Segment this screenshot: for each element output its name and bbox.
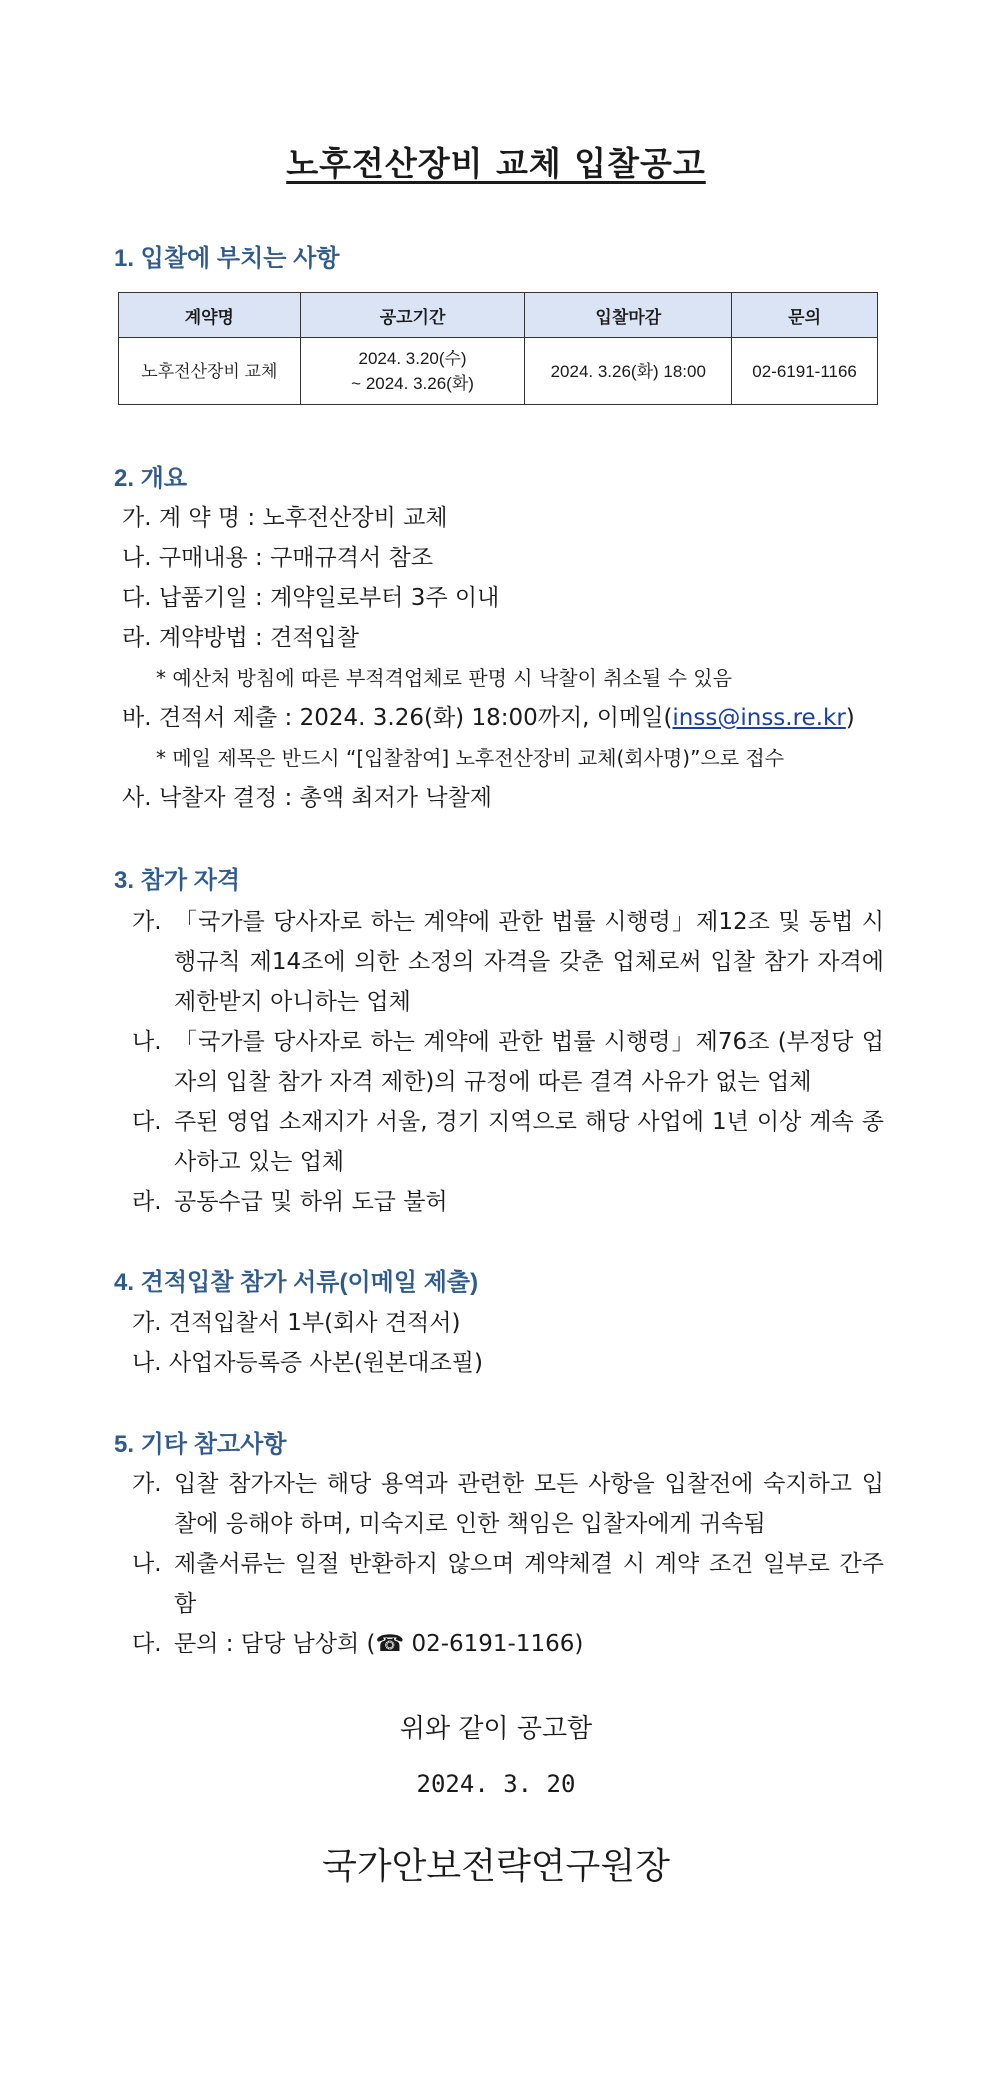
table-header-contact: 문의 xyxy=(732,293,878,338)
notice-date: 2024. 3. 20 xyxy=(416,1770,576,1798)
period-start: 2024. 3.20(수) xyxy=(358,349,467,368)
submission-close: ) xyxy=(845,705,855,731)
overview-delivery: 다. 납품기일 : 계약일로부터 3주 이내 xyxy=(122,585,500,611)
table-header-period: 공고기간 xyxy=(300,293,525,338)
item-marker: 나. xyxy=(132,1551,162,1577)
document-title: 노후전산장비 교체 입찰공고 xyxy=(286,144,706,183)
qualification-item xyxy=(132,1022,884,1102)
issuer-name: 국가안보전략연구원장 xyxy=(322,1846,670,1887)
item-marker: 가. xyxy=(132,1471,162,1497)
cell-deadline: 2024. 3.26(화) 18:00 xyxy=(525,338,732,405)
overview-method: 라. 계약방법 : 견적입찰 xyxy=(122,625,359,651)
document-item: 가. 견적입찰서 1부(회사 견적서) xyxy=(132,1310,461,1336)
cell-period xyxy=(300,338,525,405)
overview-submission-note: * 메일 제목은 반드시 “[입찰참여] 노후전산장비 교체(회사명)”으로 접수 xyxy=(156,746,785,770)
qualification-item xyxy=(132,902,884,1022)
overview-purchase: 나. 구매내용 : 구매규격서 참조 xyxy=(122,545,433,571)
reference-item xyxy=(132,1624,884,1664)
cell-contact: 02-6191-1166 xyxy=(732,338,878,405)
table-header-contract: 계약명 xyxy=(119,293,301,338)
item-marker: 다. xyxy=(132,1631,162,1657)
overview-award: 사. 낙찰자 결정 : 총액 최저가 낙찰제 xyxy=(122,785,492,811)
item-text: 「국가를 당사자로 하는 계약에 관한 법률 시행령」제12조 및 동법 시행규칙 제14조에 의한 소정의 자격을 갖춘 업체로써 입찰 참가 자격에 제한받지 아니하는 업체 xyxy=(174,909,884,1015)
item-text: 주된 영업 소재지가 서울, 경기 지역으로 해당 사업에 1년 이상 계속 종사하고 있는 업체 xyxy=(174,1109,884,1175)
section1-heading: 1. 입찰에 부치는 사항 xyxy=(114,245,340,272)
item-marker: 가. xyxy=(132,909,162,935)
item-marker: 라. xyxy=(132,1189,162,1215)
qualification-item xyxy=(132,1102,884,1182)
bid-info-table xyxy=(118,292,878,405)
item-text: 「국가를 당사자로 하는 계약에 관한 법률 시행령」제76조 (부정당 업자의 입찰 참가 자격 제한)의 규정에 따른 결격 사유가 없는 업체 xyxy=(174,1029,884,1095)
section3-heading: 3. 참가 자격 xyxy=(114,867,241,894)
overview-submission xyxy=(122,703,855,733)
item-text: 제출서류는 일절 반환하지 않으며 계약체결 시 계약 조건 일부로 간주함 xyxy=(174,1551,884,1617)
item-marker: 다. xyxy=(132,1109,162,1135)
table-header-row xyxy=(119,293,878,338)
overview-method-note: * 예산처 방침에 따른 부적격업체로 판명 시 낙찰이 취소될 수 있음 xyxy=(156,666,732,690)
item-text: 입찰 참가자는 해당 용역과 관련한 모든 사항을 입찰전에 숙지하고 입찰에 응해야 하며, 미숙지로 인한 책임은 입찰자에게 귀속됨 xyxy=(174,1471,884,1537)
qualification-item xyxy=(132,1182,884,1222)
reference-item xyxy=(132,1544,884,1624)
submission-text: 바. 견적서 제출 : 2024. 3.26(화) 18:00까지, 이메일( xyxy=(122,705,673,731)
section2-heading: 2. 개요 xyxy=(114,465,188,492)
document-item: 나. 사업자등록증 사본(원본대조필) xyxy=(132,1350,483,1376)
section5-heading: 5. 기타 참고사항 xyxy=(114,1431,287,1458)
section4-heading: 4. 견적입찰 참가 서류(이메일 제출) xyxy=(114,1269,479,1296)
notice-text: 위와 같이 공고함 xyxy=(399,1714,593,1744)
item-marker: 나. xyxy=(132,1029,162,1055)
item-text: 공동수급 및 하위 도급 불허 xyxy=(174,1189,448,1215)
reference-item xyxy=(132,1464,884,1544)
table-header-deadline: 입찰마감 xyxy=(525,293,732,338)
cell-contract-name: 노후전산장비 교체 xyxy=(119,338,301,405)
email-link[interactable]: inss@inss.re.kr xyxy=(672,705,846,731)
item-text: 문의 : 담당 남상희 (☎ 02-6191-1166) xyxy=(174,1631,584,1657)
table-row xyxy=(119,338,878,405)
period-end: ~ 2024. 3.26(화) xyxy=(351,374,474,393)
overview-contract-name: 가. 계 약 명 : 노후전산장비 교체 xyxy=(122,505,448,531)
